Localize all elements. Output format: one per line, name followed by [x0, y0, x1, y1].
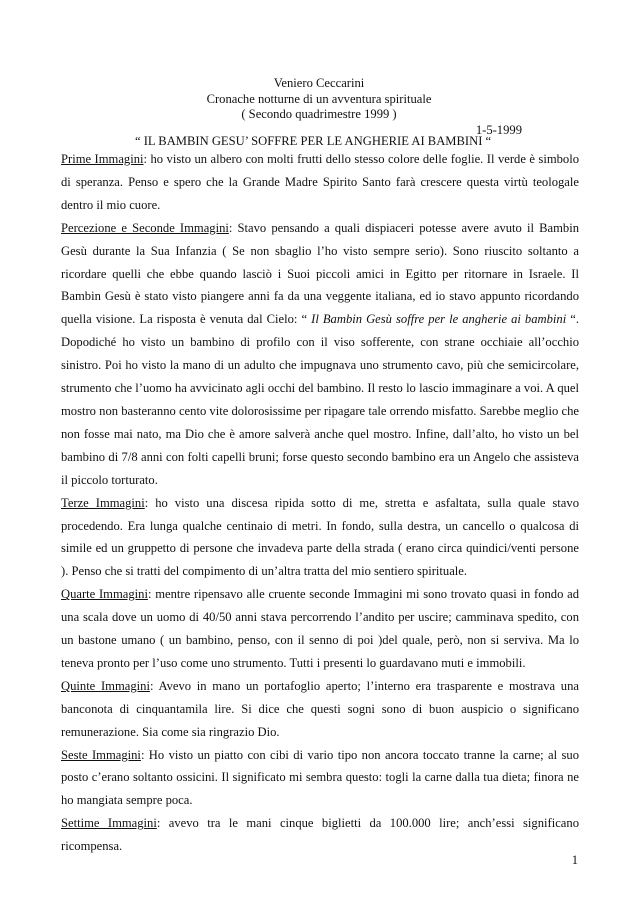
- period-label: ( Secondo quadrimestre 1999 ): [241, 107, 397, 121]
- section-prime: [61, 148, 579, 217]
- page-number: 1: [571, 853, 578, 867]
- section-heading: Terze Immagini: [61, 495, 145, 510]
- section-settime: [61, 812, 579, 858]
- section-text: : Avevo in mano un portafoglio aperto; l’interno era trasparente e mostrava una banconota di cinquantamila lire. Si dice che questi sogni sono di buon auspicio o significano remunerazione. Sia come sia ringrazio Dio.: [61, 678, 579, 739]
- section-text: : avevo tra le mani cinque biglietti da 100.000 lire; anch’essi significano ricompensa.: [61, 816, 579, 854]
- section-quarte: [61, 583, 579, 675]
- section-quinte: [61, 675, 579, 744]
- document-title: “ IL BAMBIN GESU’ SOFFRE PER LE ANGHERIE AI BAMBINI “: [135, 134, 492, 148]
- document-body: [61, 148, 579, 858]
- author-name: Veniero Ceccarini: [273, 76, 365, 90]
- section-heading: Prime Immagini: [61, 152, 144, 166]
- section-seconde: [61, 217, 579, 492]
- section-text: : Ho visto un piatto con cibi di vario tipo non ancora toccato tranne la carne; al suo posto c’erano soltanto ossicini. Il significato mi sembra questo: togli la carne dalla tua dieta; finora ne ho mangiata sempre poca.: [61, 747, 580, 808]
- section-text: “. Dopodiché ho visto un bambino di profilo con il viso sofferente, con strane occhiaie all’occhio sinistro. Poi ho visto la mano di un adulto che impugnava uno strumento cavo, più che semicircolare, strumento che l’uomo ha avvicinato agli occhi del bambino. Il resto lo lascio immaginare a voi. A quel mostro non basteranno cento vite dolorosissime per ripagare tale orrendo misfatto. Sarebbe meglio che non fosse mai nato, ma Dio che è amore salverà anche quel mostro. Infine, dall’alto, ho visto un bel bambino di 7/8 anni con folti capelli bruni; forse questo secondo bambino era un Angelo che assisteva il piccolo torturato.: [61, 312, 580, 487]
- document-date: 1-5-1999: [475, 123, 522, 137]
- quote-text: Il Bambin Gesù soffre per le angherie ai bambini: [311, 312, 567, 327]
- section-heading: Percezione e Seconde Immagini: [61, 220, 229, 235]
- section-text: : Stavo pensando a quali dispiaceri potesse avere avuto il Bambin Gesù durante la Sua Infanzia ( Se non sbaglio l’ho visto sempre serio). Sono riuscito soltanto a ricordare quelli che ebbe quando lasciò i Suoi piccoli amici in Egitto per ritornare in Israele. Il Bambin Gesù è stato visto piangere anni fa da una veggente italiana, ed io stavo appunto ricordando quella visione. La risposta è venuta dal Cielo: “: [61, 220, 579, 327]
- section-text: : ho visto una discesa ripida sotto di me, stretta e asfaltata, sulla quale stavo procedendo. Era lunga qualche centinaio di metri. In fondo, sulla destra, un cancello o qualcosa di simile ed un gruppetto di persone che invadeva parte della strada ( erano circa quindici/venti persone ). Penso che si tratti del compimento di un’altra tratta del mio sentiero spirituale.: [61, 495, 579, 579]
- section-heading: Settime Immagini: [61, 816, 157, 831]
- section-heading: Quarte Immagini: [61, 587, 148, 602]
- section-heading: Quinte Immagini: [61, 678, 150, 693]
- section-text: : mentre ripensavo alle cruente seconde Immagini mi sono trovato quasi in fondo ad una scala dove un uomo di 40/50 anni stava percorrendo l’andito per uscire; camminava spedito, con un bastone umano ( un bambino, penso, con il senno di poi )del quale, però, non si serviva. Ma lo teneva pronto per l’uso come uno strumento. Tutti i presenti lo guardavano muti e immobili.: [61, 587, 579, 670]
- section-terze: [61, 492, 579, 584]
- section-text: : ho visto un albero con molti frutti dello stesso colore delle foglie. Il verde è simbolo di speranza. Penso e spero che la Grande Madre Spirito Santo farà crescere questa virtù teologale dentro il mio cuore.: [61, 152, 579, 212]
- document-subtitle: Cronache notturne di un avventura spirituale: [206, 92, 432, 106]
- section-seste: [61, 744, 579, 813]
- section-heading: Seste Immagini: [61, 747, 141, 762]
